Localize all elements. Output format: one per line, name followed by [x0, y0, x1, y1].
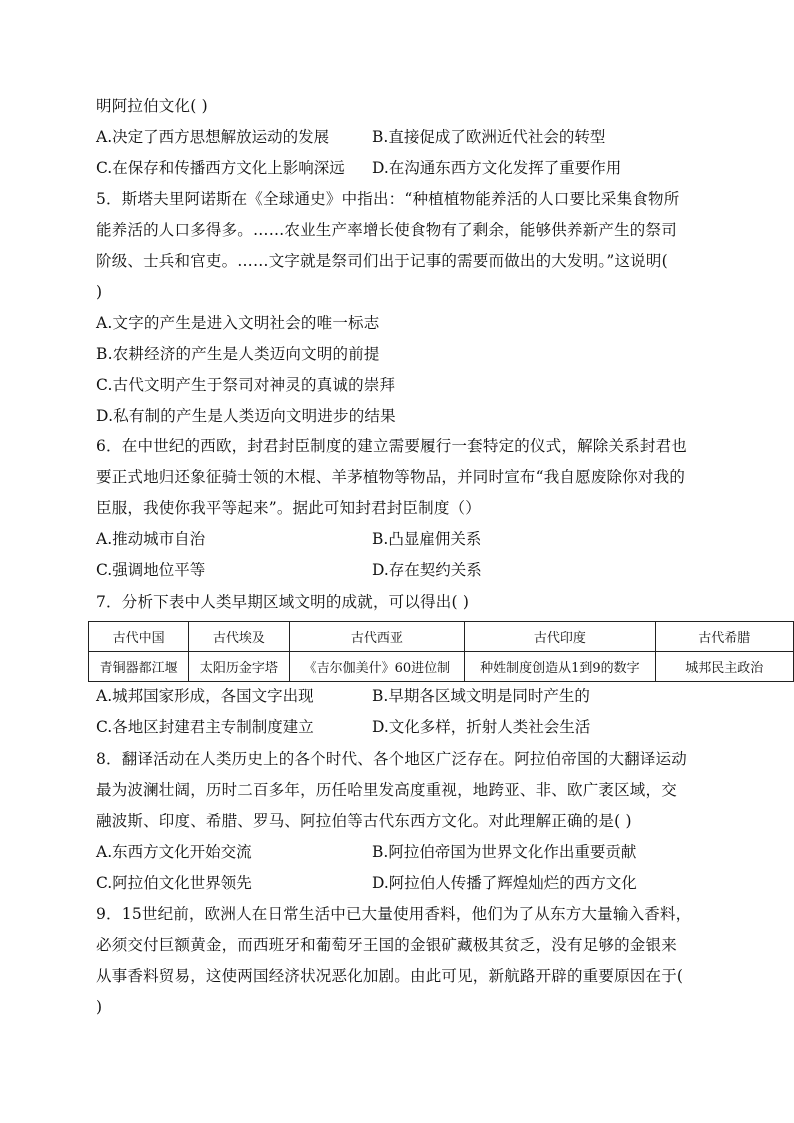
answer-option: D.在沟通东西方文化发挥了重要作用 — [372, 159, 622, 177]
text-line: ) — [96, 283, 103, 301]
text-line: 9．15世纪前，欧洲人在日常生活中已大量使用香料，他们为了从东方大量输入香料， — [96, 905, 692, 923]
text-line: 5．斯塔夫里阿诺斯在《全球通史》中指出：“种植植物能养活的人口要比采集食物所 — [96, 190, 680, 208]
table-header-cell: 古代西亚 — [289, 622, 465, 652]
table-header-cell: 古代埃及 — [189, 622, 289, 652]
table-cell: 城邦民主政治 — [655, 652, 793, 682]
answer-option: C.强调地位平等 — [96, 561, 206, 579]
text-line: 融波斯、印度、希腊、罗马、阿拉伯等古代东西方文化。对此理解正确的是( ) — [96, 812, 632, 830]
answer-option: B.阿拉伯帝国为世界文化作出重要贡献 — [372, 843, 637, 861]
answer-option: C.各地区封建君主专制制度建立 — [96, 718, 314, 736]
table-header-cell: 古代希腊 — [655, 622, 793, 652]
text-line: 阶级、士兵和官吏。……文字就是祭司们出于记事的需要而做出的大发明。”这说明( — [96, 252, 668, 270]
text-line: A.文字的产生是进入文明社会的唯一标志 — [96, 314, 380, 332]
text-line: 6．在中世纪的西欧，封君封臣制度的建立需要履行一套特定的仪式，解除关系封君也 — [96, 437, 687, 455]
text-line: 明阿拉伯文化( ) — [96, 97, 208, 115]
answer-option: C.阿拉伯文化世界领先 — [96, 874, 252, 892]
text-line: B.农耕经济的产生是人类迈向文明的前提 — [96, 345, 380, 363]
text-line: C.古代文明产生于祭司对神灵的真诚的崇拜 — [96, 376, 396, 394]
text-line: ) — [96, 998, 103, 1016]
answer-option: B.直接促成了欧洲近代社会的转型 — [372, 128, 606, 146]
text-line: 8．翻译活动在人类历史上的各个时代、各个地区广泛存在。阿拉伯帝国的大翻译运动 — [96, 750, 687, 768]
text-line: 7．分析下表中人类早期区域文明的成就，可以得出( ) — [96, 593, 470, 611]
civilization-table — [88, 621, 794, 682]
text-line: 最为波澜壮阔，历时二百多年，历任哈里发高度重视，地跨亚、非、欧广袤区域，交 — [96, 781, 677, 799]
table-cell: 种姓制度创造从1到9的数字 — [465, 652, 655, 682]
answer-option: A.东西方文化开始交流 — [96, 843, 252, 861]
table-row — [89, 652, 794, 682]
answer-option: A.城邦国家形成，各国文字出现 — [96, 687, 314, 705]
answer-option: D.阿拉伯人传播了辉煌灿烂的西方文化 — [372, 874, 637, 892]
text-line: 必须交付巨额黄金，而西班牙和葡萄牙王国的金银矿藏极其贫乏，没有足够的金银来 — [96, 936, 677, 954]
answer-option: A.推动城市自治 — [96, 530, 206, 548]
table-header-row — [89, 622, 794, 652]
text-line: 能养活的人口多得多。……农业生产率增长使食物有了剩余，能够供养新产生的祭司 — [96, 221, 677, 239]
table-cell: 《吉尔伽美什》60进位制 — [289, 652, 465, 682]
answer-option: B.凸显雇佣关系 — [372, 530, 482, 548]
table-header-cell: 古代印度 — [465, 622, 655, 652]
answer-option: C.在保存和传播西方文化上影响深远 — [96, 159, 345, 177]
answer-option: A.决定了西方思想解放运动的发展 — [96, 128, 330, 146]
answer-option: D.文化多样，折射人类社会生活 — [372, 718, 591, 736]
answer-option: D.存在契约关系 — [372, 561, 482, 579]
text-line: 臣服，我使你我平等起来”。据此可知封君封臣制度（） — [96, 499, 481, 517]
text-line: 从事香料贸易，这使两国经济状况恶化加剧。由此可见，新航路开辟的重要原因在于( — [96, 967, 684, 985]
table-header-cell: 古代中国 — [89, 622, 189, 652]
table-cell: 青铜器都江堰 — [89, 652, 189, 682]
table-cell: 太阳历金字塔 — [189, 652, 289, 682]
answer-option: B.早期各区域文明是同时产生的 — [372, 687, 590, 705]
text-line: D.私有制的产生是人类迈向文明进步的结果 — [96, 407, 396, 425]
text-line: 要正式地归还象征骑士领的木棍、羊茅植物等物品，并同时宣布“我自愿废除你对我的 — [96, 468, 686, 486]
